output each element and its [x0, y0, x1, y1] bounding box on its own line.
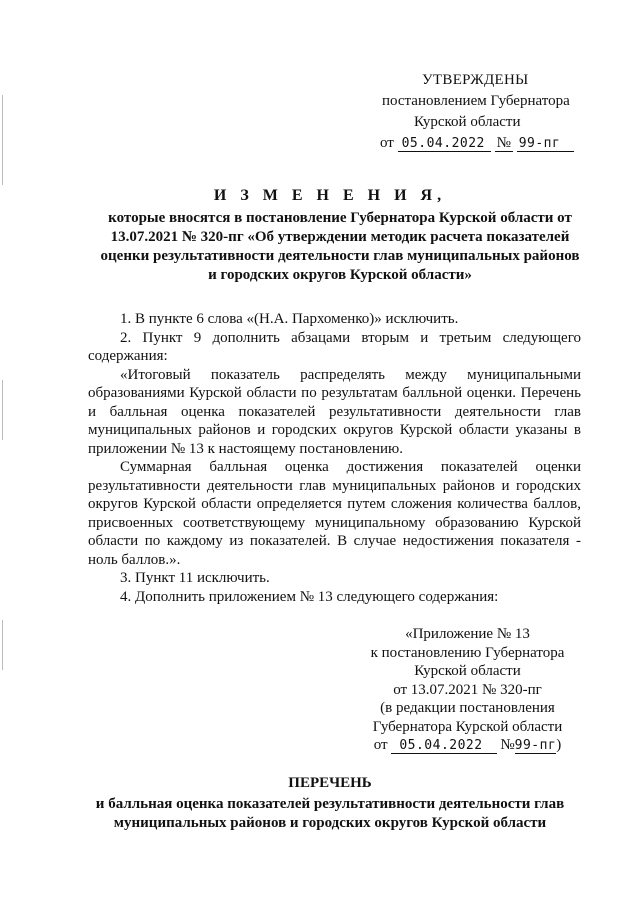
annex-line-2: к постановлению Губернатора — [370, 644, 565, 661]
changes-title: И З М Е Н Е Н И Я, — [213, 187, 447, 204]
approval-number: 99-пг — [517, 136, 575, 152]
annex-close-paren: ) — [556, 737, 562, 753]
paragraph-5: 3. Пункт 11 исключить. — [120, 570, 270, 586]
annex-number-label: № — [500, 737, 515, 753]
approval-line-1: УТВЕРЖДЕНЫ — [422, 72, 529, 88]
approval-line-2: постановлением Губернатора — [382, 93, 570, 109]
annex-header — [355, 625, 580, 755]
annex-line-4: от 13.07.2021 № 320-пг — [393, 681, 542, 698]
scan-edge-mark — [2, 380, 3, 440]
annex-date: 05.04.2022 — [391, 738, 496, 754]
annex-number: 99-пг — [514, 738, 557, 753]
paragraph-1: 1. В пункте 6 слова «(Н.А. Пархоменко)» исключить. — [120, 311, 459, 327]
annex-from-label: от — [373, 737, 388, 753]
list-title: ПЕРЕЧЕНЬ — [288, 775, 372, 791]
approval-date: 05.04.2022 — [398, 136, 491, 152]
annex-line-3: Курской области — [414, 663, 521, 679]
changes-subtitle: которые вносятся в постановление Губернатора Курской области от 13.07.2021 № 320-пг «Об утверждении методик расчета показателей оценки результативности деятельности глав муниципальных районов и городских округов Курской области» — [100, 210, 580, 283]
approval-line-3: Курской области — [414, 114, 521, 130]
annex-line-6: Губернатора Курской области — [372, 718, 563, 735]
approval-from-label: от — [380, 135, 394, 151]
approval-stamp — [372, 70, 582, 154]
paragraph-2: 2. Пункт 9 дополнить абзацами вторым и третьим следующего содержания: — [88, 329, 581, 364]
paragraph-4: Суммарная балльная оценка достижения показателей оценки результативности деятельности глав муниципальных районов и городских округов Курской области определяется путем сложения количества баллов, присвоенных соответствующему муниципальному образованию Курской области по каждому из показателей. В случае недостижения показателя - ноль баллов.». — [88, 459, 581, 568]
document-body — [88, 310, 581, 606]
annex-line-1: «Приложение № 13 — [405, 626, 530, 642]
paragraph-6: 4. Дополнить приложением № 13 следующего содержания: — [120, 588, 499, 605]
approval-number-label: № — [496, 135, 511, 151]
approval-date-line — [372, 133, 582, 154]
paragraph-3: «Итоговый показатель распределять между муниципальными образованиями Курской области по результатам балльной оценки. Перечень и балльная оценка показателей результативности деятельности глав муниципальных районов и городских округов Курской области указаны в приложении № 13 к настоящему постановлению. — [88, 366, 581, 457]
annex-date-line — [355, 736, 580, 755]
scan-edge-mark — [2, 620, 3, 670]
list-subtitle: и балльная оценка показателей результативности деятельности глав муниципальных районов и городских округов Курской области — [95, 796, 565, 831]
scan-edge-mark — [2, 95, 3, 185]
annex-line-5: (в редакции постановления — [380, 700, 555, 716]
